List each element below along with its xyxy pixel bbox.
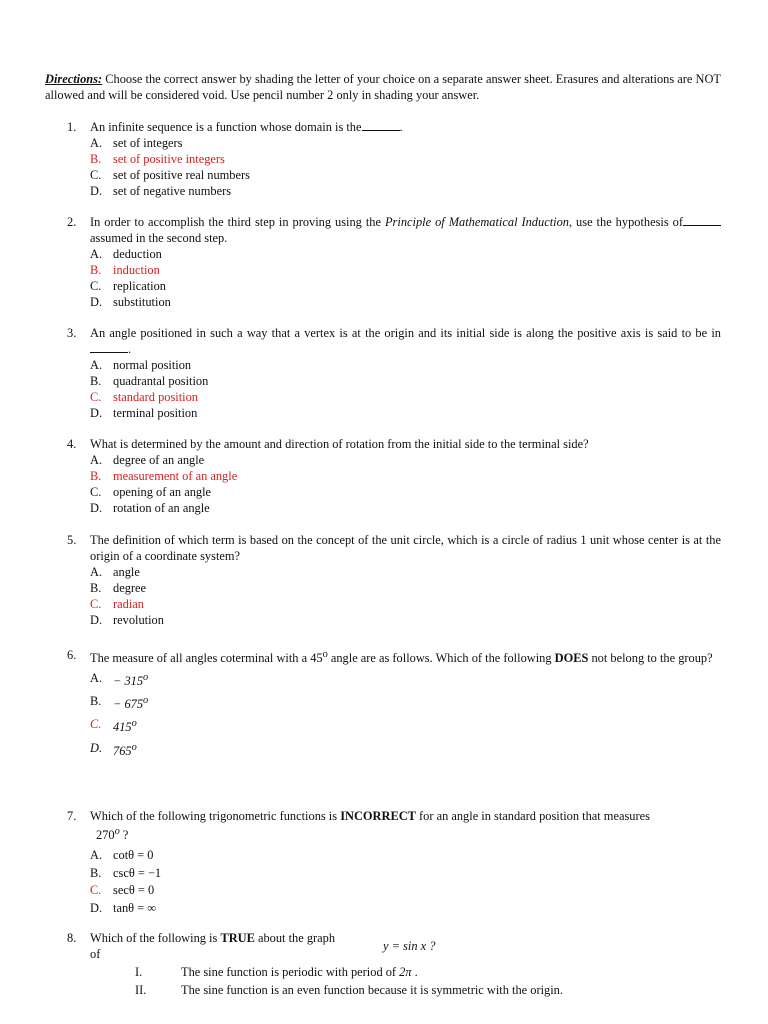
options-list xyxy=(67,670,721,759)
option-letter: B. xyxy=(90,581,102,595)
stem-text-mid: , use the hypothesis of xyxy=(568,215,683,229)
option-letter: B. xyxy=(90,469,102,483)
option-text: replication xyxy=(113,279,166,293)
option-c[interactable] xyxy=(90,882,721,900)
option-b[interactable] xyxy=(90,865,721,883)
option-a[interactable] xyxy=(90,452,721,468)
option-c[interactable] xyxy=(90,389,721,405)
option-a[interactable] xyxy=(90,670,721,689)
options-list xyxy=(67,357,721,421)
question-stem xyxy=(67,647,721,666)
directions-text: Choose the correct answer by shading the letter of your choice on a separate answer sheet. Erasures and alterations are NOT allowed and will be considered void. Use pencil number 2 only in shading your answer. xyxy=(45,72,721,102)
option-letter: B. xyxy=(90,374,102,388)
option-letter: C. xyxy=(90,390,102,404)
question-number: 4. xyxy=(67,437,77,451)
option-d[interactable] xyxy=(90,612,721,628)
question-8 xyxy=(67,930,721,962)
option-text: induction xyxy=(113,263,160,277)
option-text: radian xyxy=(113,597,144,611)
option-text: set of positive real numbers xyxy=(113,168,250,182)
option-text: revolution xyxy=(113,613,164,627)
option-letter: C. xyxy=(90,279,102,293)
option-letter: B. xyxy=(90,263,102,277)
stem-text-end: ? xyxy=(119,828,129,843)
option-letter: D. xyxy=(90,406,103,420)
question-number: 2. xyxy=(67,215,77,229)
option-text: cotθ = 0 xyxy=(113,848,154,863)
option-text: degree of an angle xyxy=(113,453,205,467)
question-stem xyxy=(67,532,721,564)
option-b[interactable] xyxy=(90,468,721,484)
degree-sign: o xyxy=(131,718,137,730)
option-letter: D. xyxy=(90,613,103,627)
stem-text-end: . xyxy=(128,342,132,356)
option-letter: C. xyxy=(90,717,102,732)
option-c[interactable] xyxy=(90,716,721,735)
option-text: deduction xyxy=(113,247,162,261)
statement-text-a: The sine function is periodic with period of xyxy=(181,965,400,979)
option-d[interactable] xyxy=(90,405,721,421)
option-a[interactable] xyxy=(90,135,721,151)
option-b[interactable] xyxy=(90,580,721,596)
degree-sign: o xyxy=(114,826,120,837)
options-list xyxy=(67,564,721,628)
option-letter: C. xyxy=(90,597,102,611)
stem-text: An angle positioned in such a way that a vertex is at the origin and its initial side is along the positive axis is said to be in xyxy=(90,326,721,340)
question-number: 5. xyxy=(67,533,77,547)
options-list xyxy=(67,135,721,199)
option-text: angle xyxy=(113,565,140,579)
question-number: 7. xyxy=(67,809,77,823)
option-letter: A. xyxy=(90,358,103,372)
stem-text: What is determined by the amount and direction of rotation from the initial side to the terminal side? xyxy=(90,437,589,451)
option-letter: A. xyxy=(90,453,103,467)
option-d[interactable] xyxy=(90,740,721,759)
option-text: substitution xyxy=(113,295,171,309)
question-stem xyxy=(67,808,721,843)
question-stem xyxy=(67,214,721,246)
option-text: opening of an angle xyxy=(113,485,212,499)
option-letter: D. xyxy=(90,740,103,755)
statement-text-b: . xyxy=(411,965,418,979)
option-text: set of integers xyxy=(113,136,183,150)
option-letter: A. xyxy=(90,848,103,863)
stem-text-end: of xyxy=(90,947,101,961)
answer-blank xyxy=(90,341,128,353)
stem-text: In order to accomplish the third step in proving using the xyxy=(90,215,385,229)
option-letter: A. xyxy=(90,136,103,150)
directions-label: Directions: xyxy=(45,72,103,86)
stem-text: The measure of all angles coterminal with a 45 xyxy=(90,651,323,666)
question-3 xyxy=(67,325,721,421)
option-letter: B. xyxy=(90,152,102,166)
option-text: cscθ = −1 xyxy=(113,865,162,880)
option-letter: D. xyxy=(90,184,103,198)
degree-sign: o xyxy=(131,741,137,753)
option-letter: C. xyxy=(90,883,102,898)
statement-number: II. xyxy=(135,983,147,997)
option-letter: B. xyxy=(90,694,102,709)
equation-y-sin-x: y = sin x ? xyxy=(383,939,436,953)
question-number: 3. xyxy=(67,326,77,340)
options-list xyxy=(67,452,721,516)
statement-text xyxy=(181,964,741,980)
degree-sign: o xyxy=(143,695,149,707)
option-text: set of negative numbers xyxy=(113,184,232,198)
option-a[interactable] xyxy=(90,564,721,580)
option-a[interactable] xyxy=(90,357,721,373)
stem-text: The definition of which term is based on the concept of the unit circle, which is a circle of radius 1 unit whose center is at the origin of a coordinate system? xyxy=(90,533,721,563)
option-text: 415 xyxy=(113,720,132,735)
question-5 xyxy=(67,532,721,628)
question-number: 1. xyxy=(67,120,77,134)
option-text: set of positive integers xyxy=(113,152,225,166)
option-a[interactable] xyxy=(90,847,721,865)
option-c[interactable] xyxy=(90,484,721,500)
question-number: 8. xyxy=(67,931,77,945)
option-text: 765 xyxy=(113,743,132,758)
question-stem xyxy=(67,325,721,357)
stem-bold: TRUE xyxy=(220,931,255,945)
option-b[interactable] xyxy=(90,151,721,167)
option-text: tanθ = ∞ xyxy=(113,900,157,915)
option-text: secθ = 0 xyxy=(113,883,155,898)
stem-italic: Principle of Mathematical Induction xyxy=(384,215,569,229)
option-b[interactable] xyxy=(90,262,721,278)
stem-text: Which of the following is xyxy=(90,931,221,945)
option-text: − 675 xyxy=(113,697,144,712)
option-c[interactable] xyxy=(90,596,721,612)
option-letter: C. xyxy=(90,485,102,499)
stem-bold: INCORRECT xyxy=(340,809,416,823)
question-2 xyxy=(67,214,721,310)
option-text: quadrantal position xyxy=(113,374,209,388)
option-c[interactable] xyxy=(90,167,721,183)
stem-text-end: . xyxy=(399,120,403,134)
option-d[interactable] xyxy=(90,183,721,199)
option-text: terminal position xyxy=(113,406,198,420)
stem-bold: DOES xyxy=(554,651,589,666)
degree-sign: o xyxy=(322,649,328,660)
question-number: 6. xyxy=(67,648,77,662)
statement-text: The sine function is an even function because it is symmetric with the origin. xyxy=(181,983,563,997)
question-7 xyxy=(67,808,721,917)
stem-text: An infinite sequence is a function whose domain is the xyxy=(90,120,362,134)
stem-angle: 270 xyxy=(96,828,115,843)
answer-blank xyxy=(683,214,721,226)
options-list xyxy=(67,246,721,310)
question-stem xyxy=(67,119,721,135)
option-d[interactable] xyxy=(90,294,721,310)
degree-sign: o xyxy=(143,672,149,684)
option-text: degree xyxy=(113,581,147,595)
question-1 xyxy=(67,119,721,199)
question-6 xyxy=(67,647,721,763)
option-d[interactable] xyxy=(90,500,721,516)
option-text: rotation of an angle xyxy=(113,501,210,515)
option-text: standard position xyxy=(113,390,199,404)
option-letter: D. xyxy=(90,295,103,309)
option-d[interactable] xyxy=(90,900,721,918)
stem-text-end: assumed in the second step. xyxy=(90,231,228,245)
question-stem xyxy=(67,436,721,452)
statement-number: I. xyxy=(135,965,143,979)
options-list xyxy=(67,847,721,917)
option-a[interactable] xyxy=(90,246,721,262)
option-b[interactable] xyxy=(90,373,721,389)
option-letter: C. xyxy=(90,168,102,182)
question-4 xyxy=(67,436,721,516)
directions-paragraph xyxy=(45,71,721,103)
stem-text-end: not belong to the group? xyxy=(588,651,713,666)
answer-blank xyxy=(362,119,400,131)
option-letter: D. xyxy=(90,900,103,915)
option-text: normal position xyxy=(113,358,192,372)
option-text: − 315 xyxy=(113,674,144,689)
stem-text-mid: angle are as follows. Which of the following xyxy=(327,651,555,666)
stem-text: Which of the following trigonometric functions is xyxy=(90,809,341,823)
option-letter: D. xyxy=(90,501,103,515)
stem-text-mid: about the graph xyxy=(254,931,336,945)
option-letter: A. xyxy=(90,671,103,686)
option-b[interactable] xyxy=(90,693,721,712)
option-letter: A. xyxy=(90,247,103,261)
stem-text-mid: for an angle in standard position that measures xyxy=(415,809,650,823)
option-text: measurement of an angle xyxy=(113,469,238,483)
statement-math: 2π xyxy=(399,965,412,979)
option-letter: B. xyxy=(90,865,102,880)
option-c[interactable] xyxy=(90,278,721,294)
option-letter: A. xyxy=(90,565,103,579)
